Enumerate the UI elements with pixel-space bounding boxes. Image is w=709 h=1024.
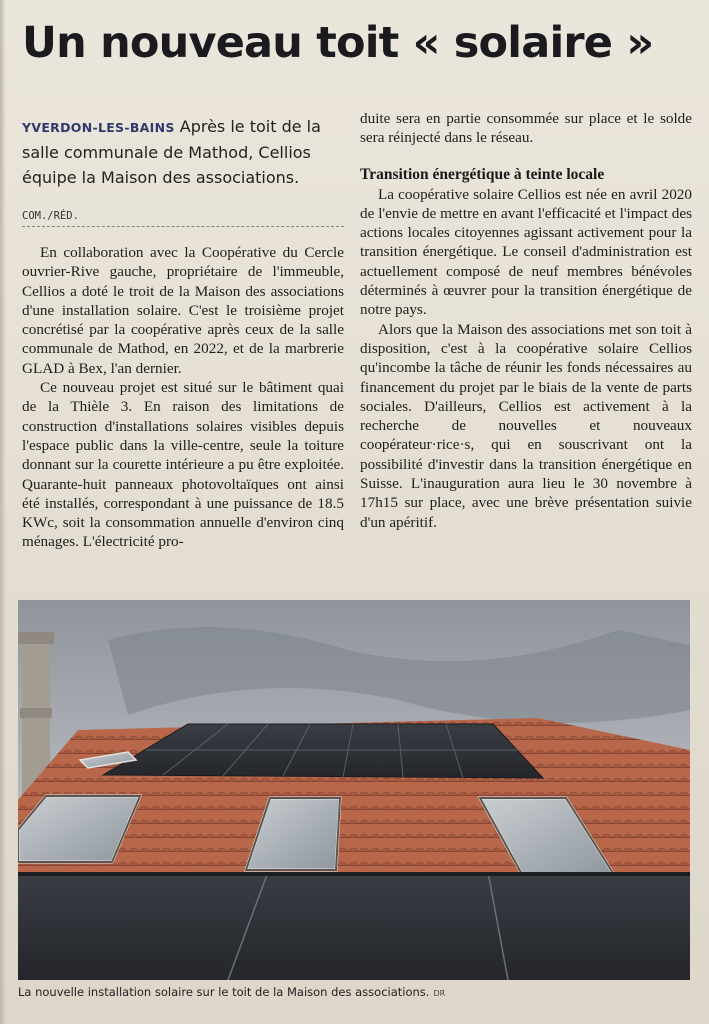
article-lede	[22, 114, 344, 190]
article-photo	[18, 600, 690, 980]
article-headline: Un nouveau toit « solaire »	[22, 18, 654, 68]
body-paragraph-2: Ce nouveau projet est situé sur le bâtiment quai de la Thièle 3. En raison des limitations de construction d'installations solaires visibles depuis l'espace public dans la ville-centre, seule la toiture donnant sur la courette intérieure a pu être exploitée. Quarante-huit panneaux photovoltaïques ont ainsi été installés, correspondant à une puissance de 18.5 KWc, soit la consommation annuelle d'environ cinq ménages. L'électricité pro-	[22, 379, 344, 551]
photo-caption	[18, 985, 698, 999]
body-paragraph-4: Alors que la Maison des associations met son toit à disposition, c'est à la coopérative solaire Cellios qu'incombe la tâche de réunir les fonds nécessaires au financement du projet par le biais de la vente de parts sociales. D'ailleurs, Cellios est activement à la recherche de nouvelles et nouveaux coopérateur·rice·s, qui en souscrivant ont la possibilité d'investir dans la transition énergétique en Suisse. L'inauguration aura lieu le 30 novembre à 17h15 sur place, avec une brève présentation suivie d'un apéritif.	[360, 320, 692, 531]
page-edge-shadow	[0, 0, 6, 1024]
caption-text: La nouvelle installation solaire sur le toit de la Maison des associations.	[18, 985, 430, 999]
dateline-place: YVERDON-LES-BAINS	[22, 120, 175, 135]
body-continuation: duite sera en partie consommée sur place et le solde sera réinjecté dans le réseau.	[360, 110, 692, 147]
byline: COM./RÉD.	[22, 210, 344, 227]
body-paragraph-1: En collaboration avec la Coopérative du Cercle ouvrier-Rive gauche, propriétaire de l'immeuble, Cellios a doté le troit de la Maison des associations d'une installation solaire. C'est le troisième projet concrétisé par la coopérative après ceux de la salle communale de Mathod, en 2022, et de la marbrerie GLAD à Bex, l'an dernier.	[22, 244, 344, 377]
lede-text: Après le toit de la salle communale de Mathod, Cellios équipe la Maison des associations.	[22, 117, 321, 187]
left-column	[22, 114, 344, 552]
photo-credit: DR	[433, 989, 446, 998]
body-paragraph-3: La coopérative solaire Cellios est née en avril 2020 de l'envie de mettre en avant l'efficacité et l'impact des actions locales citoyennes agissant activement pour la transition énergétique. Le conseil d'administration est actuellement composé de neuf membres bénévoles déterminés à œuvrer pour la transition énergétique de notre pays.	[360, 185, 692, 319]
solar-roof-illustration	[18, 600, 690, 980]
right-column	[360, 109, 692, 532]
section-subhead: Transition énergétique à teinte locale	[360, 165, 605, 183]
